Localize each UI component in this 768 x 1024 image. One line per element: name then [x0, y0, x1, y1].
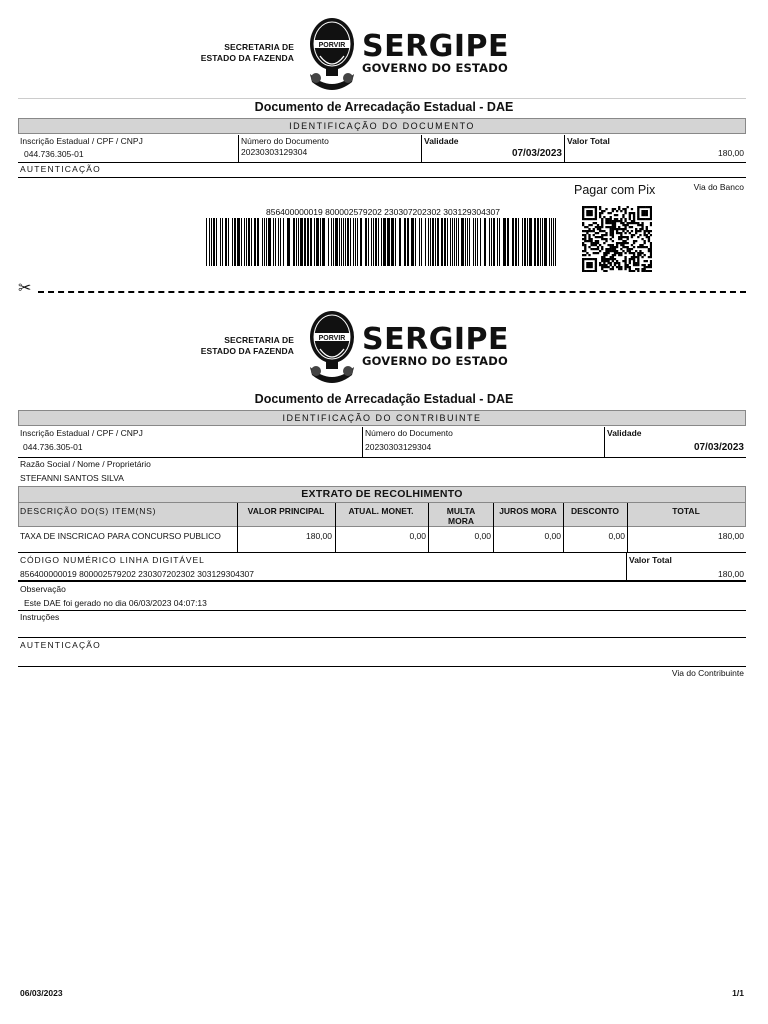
inscricao-label: Inscrição Estadual / CPF / CNPJ — [20, 428, 143, 438]
barcode-icon — [206, 218, 558, 266]
col-juros-mora: JUROS MORA — [499, 506, 557, 516]
item-juros-mora: 0,00 — [544, 531, 561, 541]
divider — [18, 177, 746, 178]
divider — [18, 98, 746, 99]
numero-cell — [365, 428, 600, 452]
observacao-value: Este DAE foi gerado no dia 06/03/2023 04:07:13 — [24, 598, 207, 608]
brand-subtitle: GOVERNO DO ESTADO — [362, 61, 508, 75]
brand-subtitle: GOVERNO DO ESTADO — [362, 354, 508, 368]
section-bar-identificacao-contribuinte: IDENTIFICAÇÃO DO CONTRIBUINTE — [18, 410, 746, 426]
section-bar-identificacao-documento: IDENTIFICAÇÃO DO DOCUMENTO — [18, 118, 746, 134]
valor-total-label: Valor Total — [567, 136, 610, 146]
razao-value: STEFANNI SANTOS SILVA — [20, 473, 124, 483]
brand — [362, 322, 509, 368]
footer-page-number: 1/1 — [732, 988, 744, 998]
validade-label: Validade — [424, 136, 459, 146]
svg-text:PORVIR: PORVIR — [318, 335, 346, 342]
item-valor-principal: 180,00 — [306, 531, 332, 541]
divider — [335, 503, 336, 552]
observacao-label: Observação — [20, 584, 66, 594]
via-banco-label: Via do Banco — [693, 182, 744, 192]
secretaria-label — [200, 42, 294, 64]
divider — [563, 503, 564, 552]
validade-value: 07/03/2023 — [511, 148, 562, 159]
razao-label: Razão Social / Nome / Proprietário — [20, 459, 151, 469]
doc-title-bank: Documento de Arrecadação Estadual - DAE — [254, 100, 514, 114]
svg-text:PORVIR: PORVIR — [318, 42, 346, 49]
divider — [18, 637, 746, 638]
secretaria-line1: SECRETARIA DE — [224, 335, 294, 345]
numero-value: 20230303129304 — [241, 147, 308, 157]
item-multa-mora: 0,00 — [474, 531, 491, 541]
secretaria-line2: ESTADO DA FAZENDA — [200, 53, 294, 63]
divider — [626, 552, 627, 580]
divider — [18, 666, 746, 667]
col-total: TOTAL — [672, 506, 700, 516]
valor-total-cell — [567, 136, 744, 158]
header-top — [0, 14, 768, 92]
brand-name: SERGIPE — [362, 29, 509, 64]
item-total: 180,00 — [718, 531, 744, 541]
doc-title-contribuinte: Documento de Arrecadação Estadual - DAE — [254, 392, 514, 406]
instrucoes-label: Instruções — [20, 612, 60, 622]
autenticacao-label: AUTENTICAÇÃO — [20, 640, 101, 650]
autenticacao-label: AUTENTICAÇÃO — [20, 164, 101, 174]
inscricao-cell — [20, 136, 235, 159]
extrato-title-bar: EXTRATO DE RECOLHIMENTO — [18, 486, 746, 503]
cut-line — [38, 291, 746, 293]
item-atual-monet: 0,00 — [409, 531, 426, 541]
validade-cell — [424, 136, 562, 159]
divider — [362, 427, 363, 457]
numero-label: Número do Documento — [241, 136, 329, 146]
col-valor-principal: VALOR PRINCIPAL — [247, 506, 325, 516]
inscricao-cell — [20, 428, 355, 452]
validade-value: 07/03/2023 — [693, 442, 744, 453]
secretaria-line2: ESTADO DA FAZENDA — [200, 346, 294, 356]
divider — [18, 457, 746, 458]
divider — [18, 552, 746, 553]
numero-cell — [241, 136, 416, 157]
secretaria-line1: SECRETARIA DE — [224, 42, 294, 52]
pix-qr-code-icon — [582, 206, 652, 272]
divider — [493, 503, 494, 552]
numero-label: Número do Documento — [365, 428, 453, 438]
col-multa-mora: MULTA MORA — [446, 506, 476, 526]
divider — [18, 580, 746, 582]
divider — [428, 503, 429, 552]
item-descricao: TAXA DE INSCRICAO PARA CONCURSO PUBLICO — [20, 531, 221, 541]
divider — [18, 162, 746, 163]
scissors-icon: ✂ — [18, 280, 32, 297]
valor-total-label: Valor Total — [629, 555, 672, 565]
brand-name: SERGIPE — [362, 322, 509, 357]
col-descricao: DESCRIÇÃO DO(S) ITEM(NS) — [20, 506, 157, 516]
secretaria-label — [200, 335, 294, 357]
divider — [564, 135, 565, 162]
divider — [237, 503, 238, 552]
state-seal-icon — [306, 16, 358, 94]
footer-date: 06/03/2023 — [20, 988, 63, 998]
col-atual-monet: ATUAL. MONET. — [348, 506, 414, 516]
inscricao-label: Inscrição Estadual / CPF / CNPJ — [20, 136, 143, 146]
barcode-number: 856400000019 800002579202 230307202302 303129304307 — [266, 207, 500, 217]
valor-total-value: 180,00 — [718, 148, 744, 158]
brand — [362, 29, 509, 75]
razao-cell — [20, 459, 151, 483]
divider — [421, 135, 422, 162]
header-bottom — [0, 307, 768, 385]
divider — [604, 427, 605, 457]
via-contribuinte-label: Via do Contribuinte — [671, 668, 744, 678]
validade-label: Validade — [607, 428, 642, 438]
divider — [18, 610, 746, 611]
numero-value: 20230303129304 — [365, 442, 432, 452]
item-desconto: 0,00 — [608, 531, 625, 541]
col-desconto: DESCONTO — [570, 506, 620, 516]
codigo-value: 856400000019 800002579202 230307202302 303129304307 — [20, 569, 254, 579]
divider — [238, 135, 239, 162]
valor-total-value: 180,00 — [718, 569, 744, 579]
validade-cell — [607, 428, 744, 453]
pix-label: Pagar com Pix — [574, 183, 656, 197]
inscricao-value: 044.736.305-01 — [24, 149, 84, 159]
divider — [627, 503, 628, 552]
state-seal-icon — [306, 309, 358, 387]
codigo-label: CÓDIGO NUMÉRICO LINHA DIGITÁVEL — [20, 555, 205, 565]
inscricao-value: 044.736.305-01 — [23, 442, 83, 452]
